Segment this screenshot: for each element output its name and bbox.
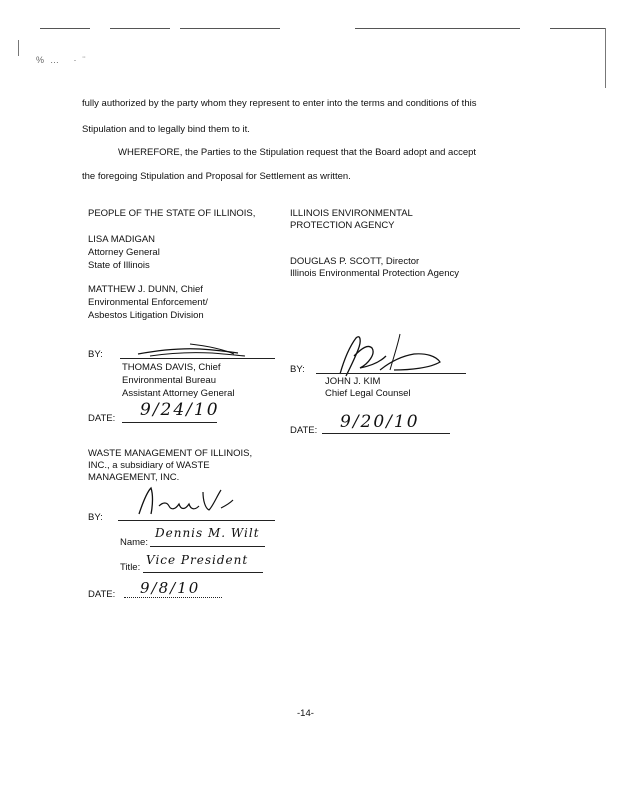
scan-edge-mark bbox=[18, 40, 19, 56]
scan-edge-mark bbox=[605, 28, 606, 88]
kim-title: Chief Legal Counsel bbox=[325, 388, 411, 399]
people-date-label: DATE: bbox=[88, 413, 116, 424]
waste-title-value: Vice President bbox=[146, 553, 249, 567]
iepa-director-agency: Illinois Environmental Protection Agency bbox=[290, 268, 459, 279]
waste-by-label: BY: bbox=[88, 512, 103, 523]
waste-title-line bbox=[143, 572, 263, 573]
scan-corner-mark: %… ·¨ bbox=[36, 55, 92, 65]
davis-title-1: Environmental Bureau bbox=[122, 375, 216, 386]
iepa-heading-2: PROTECTION AGENCY bbox=[290, 220, 395, 231]
waste-name-line bbox=[150, 546, 265, 547]
dunn-title-1: Environmental Enforcement/ bbox=[88, 297, 208, 308]
iepa-heading-1: ILLINOIS ENVIRONMENTAL bbox=[290, 208, 413, 219]
waste-date-line bbox=[124, 597, 222, 598]
iepa-date-label: DATE: bbox=[290, 425, 318, 436]
iepa-signature-line bbox=[316, 373, 466, 374]
body-line-1: fully authorized by the party whom they represent to enter into the terms and conditions of this bbox=[82, 98, 477, 109]
waste-date-value: 9/8/10 bbox=[140, 579, 201, 597]
page-number: -14- bbox=[297, 708, 314, 719]
scan-edge-mark bbox=[110, 28, 170, 29]
waste-heading-1: WASTE MANAGEMENT OF ILLINOIS, bbox=[88, 448, 253, 459]
waste-signature-line bbox=[118, 520, 275, 521]
waste-name-value: Dennis M. Wilt bbox=[155, 526, 260, 540]
people-date-line bbox=[122, 422, 217, 423]
body-line-3: WHEREFORE, the Parties to the Stipulation request that the Board adopt and accept bbox=[118, 147, 477, 158]
davis-name: THOMAS DAVIS, Chief bbox=[122, 362, 221, 373]
iepa-by-label: BY: bbox=[290, 364, 305, 375]
scan-edge-mark bbox=[355, 28, 520, 29]
iepa-date-value: 9/20/10 bbox=[340, 412, 420, 432]
ag-state: State of Illinois bbox=[88, 260, 150, 271]
scan-edge-mark bbox=[550, 28, 605, 29]
davis-title-2: Assistant Attorney General bbox=[122, 388, 235, 399]
people-signature-line bbox=[120, 358, 275, 359]
waste-title-label: Title: bbox=[120, 562, 141, 573]
kim-name: JOHN J. KIM bbox=[325, 376, 381, 387]
ag-title: Attorney General bbox=[88, 247, 160, 258]
people-by-label: BY: bbox=[88, 349, 103, 360]
people-date-value: 9/24/10 bbox=[140, 400, 220, 420]
iepa-date-line bbox=[322, 433, 450, 434]
wilt-signature bbox=[125, 484, 245, 520]
ag-name: LISA MADIGAN bbox=[88, 234, 156, 245]
scan-edge-mark bbox=[40, 28, 90, 29]
waste-heading-2: INC., a subsidiary of WASTE bbox=[88, 460, 210, 471]
body-line-4: the foregoing Stipulation and Proposal for Settlement as written. bbox=[82, 171, 351, 182]
body-line-2: Stipulation and to legally bind them to it. bbox=[82, 124, 250, 135]
waste-date-label: DATE: bbox=[88, 589, 116, 600]
waste-heading-3: MANAGEMENT, INC. bbox=[88, 472, 180, 483]
scan-edge-mark bbox=[180, 28, 280, 29]
waste-name-label: Name: bbox=[120, 537, 148, 548]
iepa-director-name: DOUGLAS P. SCOTT, Director bbox=[290, 256, 420, 267]
people-heading: PEOPLE OF THE STATE OF ILLINOIS, bbox=[88, 208, 256, 219]
dunn-name: MATTHEW J. DUNN, Chief bbox=[88, 284, 203, 295]
dunn-title-2: Asbestos Litigation Division bbox=[88, 310, 204, 321]
